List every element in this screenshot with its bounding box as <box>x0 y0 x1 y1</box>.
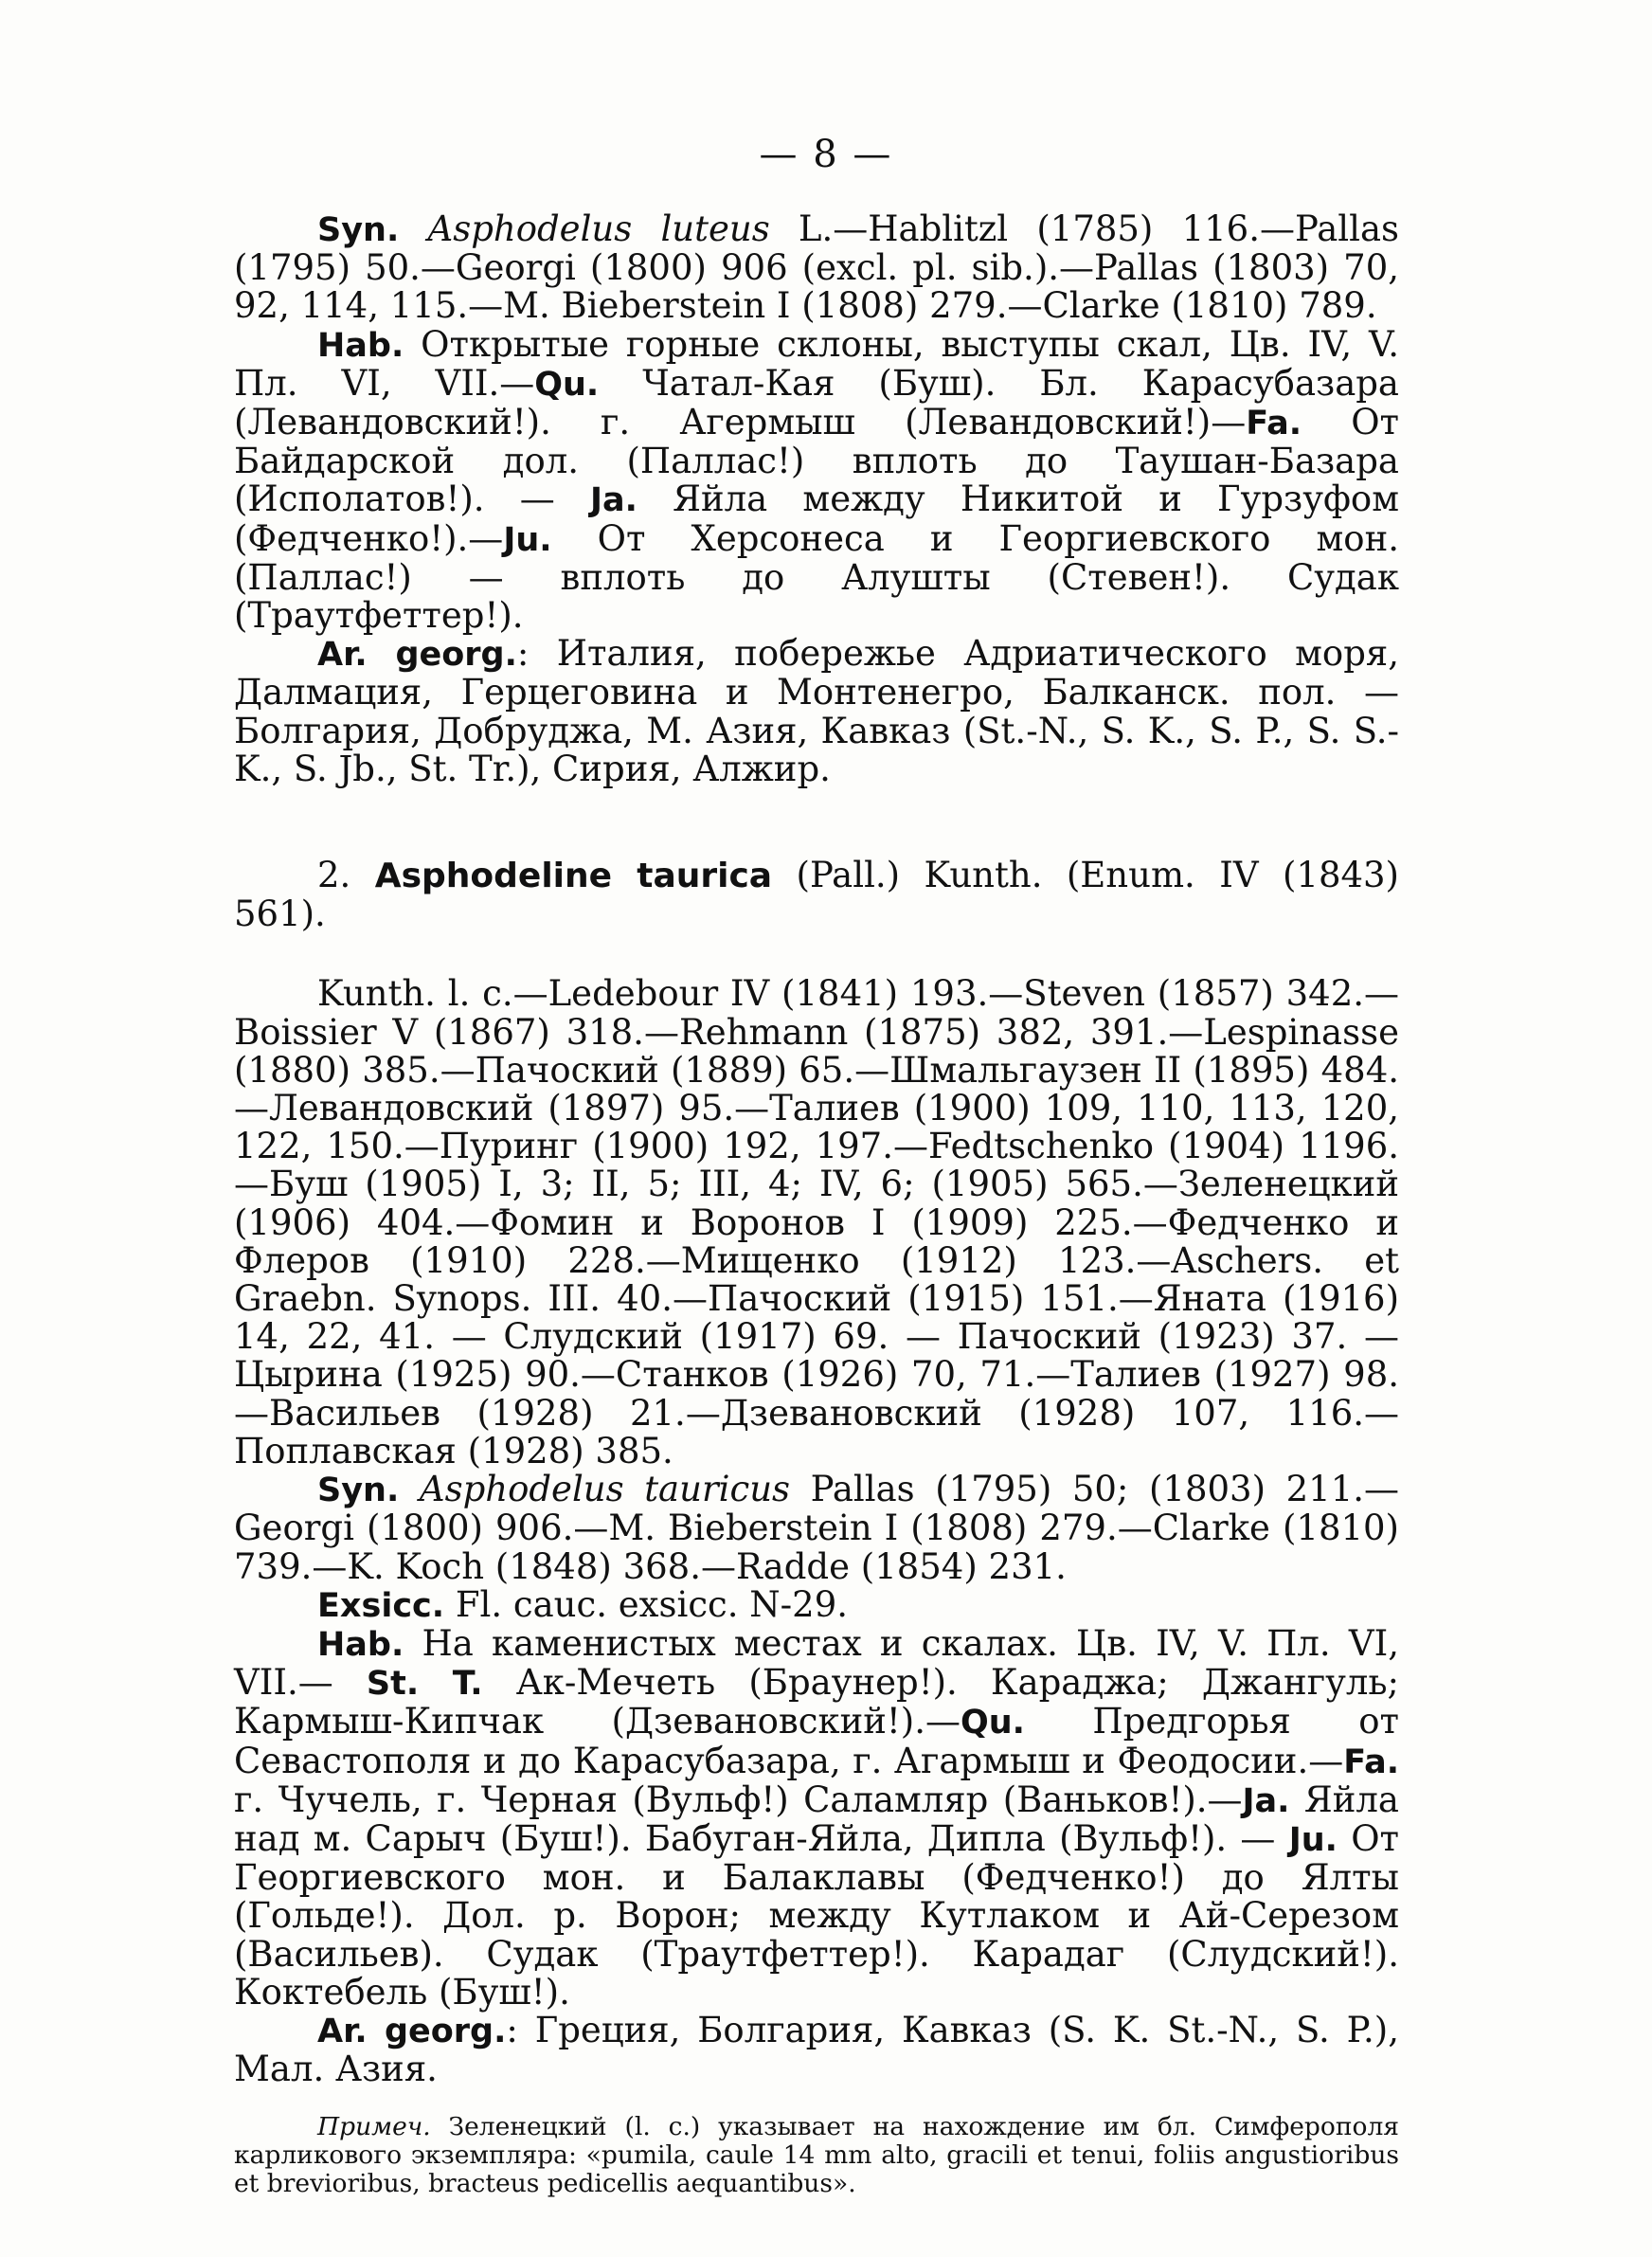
region-label: Qu. <box>534 365 600 404</box>
habitat-text: г. Чучель, г. Черная (Вульф!) Саламляр (Ваньков!).— <box>234 1779 1243 1820</box>
region-label: Ja. <box>589 481 637 520</box>
exsiccata <box>234 1583 1399 1625</box>
region-label: Fa. <box>1246 405 1302 443</box>
habitat-text: Ак-Мечеть (Браунер!). Караджа; Джангуль; Кармыш-Кипчак (Дзевановский!).— <box>234 1662 1399 1742</box>
region-label: Ju. <box>503 520 552 559</box>
exsicc-text: Fl. cauc. exsicc. N-29. <box>444 1583 849 1625</box>
hab-label: Hab. <box>317 1625 404 1664</box>
species-heading <box>234 857 1399 933</box>
habitat-text: Предгорья от Севастополя и до Карасубазара, г. Агармыш и Феодосии.— <box>234 1701 1399 1781</box>
area-text: : Италия, побережье Адриатического моря, Далмация, Герцеговина и Монтенегро, Балканск. пол. — Болгария, Добруджа, М. Азия, Кавказ (St.-N., S. K., S. P., S. S.-K., S. Jb., St. Tr.), Сирия, Алжир. <box>234 633 1399 789</box>
habitat-text: На каменистых местах и скалах. Цв. IV, V. Пл. VI, VII.— <box>234 1622 1399 1704</box>
habitat-text: От Херсонеса и Георгиевского мон. (Паллас!) — вплоть до Алушты (Стевен!). Судак (Траутфеттер!). <box>234 517 1399 637</box>
habitat-text: От Байдарской дол. (Паллас!) вплоть до Таушан-Базара (Исполатов!). — <box>234 402 1399 520</box>
literature-list: Kunth. l. c.—Ledebour IV (1841) 193.—Steven (1857) 342.—Boissier V (1867) 318.—Rehmann (1875) 382, 391.—Lespinasse (1880) 385.—Пачоский (1889) 65.—Шмальгаузен II (1895) 484.—Левандовский (1897) 95.—Талиев (1900) 109, 110, 113, 120, 122, 150.—Пуринг (1900) 192, 197.—Fedtschenko (1904) 1196.—Буш (1905) I, 3; II, 5; III, 4; IV, 6; (1905) 565.—Зеленецкий (1906) 404.—Фомин и Воронов I (1909) 225.—Федченко и Флеров (1910) 228.—Мищенко (1912) 123.—Aschers. et Graebn. Synops. III. 40.—Пачоский (1915) 151.—Яната (1916) 14, 22, 41. — Слудский (1917) 69. — Пачоский (1923) 37. — Цырина (1925) 90.—Станков (1926) 70, 71.—Талиев (1927) 98.—Васильев (1928) 21.—Дзевановский (1928) 107, 116.—Поплавская (1928) 385. <box>234 973 1399 1472</box>
footnote-label: Примеч. <box>317 2112 431 2142</box>
ar-label: Ar. georg. <box>317 2012 507 2050</box>
region-label: Fa. <box>1343 1742 1399 1781</box>
ar-label: Ar. georg. <box>317 636 517 675</box>
habitat-paragraph-1 <box>234 323 1399 637</box>
habitat-paragraph-2 <box>234 1622 1399 2013</box>
synonyms-asphodelus-luteus <box>234 210 1399 326</box>
species-number: 2. <box>317 855 351 896</box>
region-label: Ja. <box>1242 1781 1290 1820</box>
region-label: St. T. <box>366 1665 483 1704</box>
synonyms-asphodelus-tauricus <box>234 1471 1399 1586</box>
area-text: : Греция, Болгария, Кавказ (S. K. St.-N., S. P.), Мал. Азия. <box>234 2009 1399 2090</box>
synonym-name: Asphodelus luteus <box>427 208 770 249</box>
region-label: Qu. <box>961 1704 1025 1742</box>
habitat-text: Открытые горные склоны, выступы скал, Цв. IV, V. Пл. VI, VII.— <box>234 323 1399 404</box>
page-body <box>234 210 1399 2198</box>
synonym-name: Asphodelus tauricus <box>419 1469 791 1510</box>
syn-label: Syn. <box>317 1472 400 1510</box>
page-number: — 8 — <box>759 133 893 176</box>
habitat-text: Яйла между Никитой и Гурзуфом (Федченко!).— <box>234 478 1399 559</box>
habitat-text: От Георгиевского мон. и Балаклавы (Федченко!) до Ялты (Гольде!). Дол. р. Ворон; между Кутлаком и Ай-Серезом (Васильев). Судак (Траутфеттер!). Карадаг (Слудский!). Коктебель (Буш!). <box>234 1817 1399 2013</box>
hab-label: Hab. <box>317 326 404 365</box>
synonym-references: Pallas (1795) 50; (1803) 211.—Georgi (1800) 906.—M. Bieberstein I (1808) 279.—Clarke (1810) 739.—K. Koch (1848) 368.—Radde (1854) 231. <box>234 1469 1400 1587</box>
area-geographic-2 <box>234 2009 1399 2090</box>
exsicc-label: Exsicc. <box>317 1586 445 1625</box>
footnote <box>234 2113 1399 2198</box>
habitat-text: Яйла над м. Сарыч (Буш!). Бабуган-Яйла, Дипла (Вульф!). — <box>234 1779 1399 1859</box>
area-geographic-1 <box>234 635 1399 788</box>
species-authority: (Pall.) Kunth. (Enum. IV (1843) 561). <box>234 855 1399 935</box>
syn-label: Syn. <box>317 211 400 249</box>
synonym-references: L.—Hablitzl (1785) 116.—Pallas (1795) 50.—Georgi (1800) 906 (excl. pl. sib.).—Pallas (1803) 70, 92, 114, 115.—M. Bieberstein I (1808) 279.—Clarke (1810) 789. <box>234 208 1399 327</box>
habitat-text: Чатал-Кая (Буш). Бл. Карасубазара (Левандовский!). г. Агермыш (Левандовский!)— <box>234 362 1399 443</box>
region-label: Ju. <box>1288 1820 1338 1859</box>
species-name: Asphodeline taurica <box>374 857 773 896</box>
footnote-text: Зеленецкий (l. c.) указывает на нахождение им бл. Симферополя карликового экземпляра: «pumila, caule 14 mm alto, gracili et tenui, foliis angustioribus et brevioribus, bracteus pedicellis aequantibus». <box>234 2112 1399 2199</box>
